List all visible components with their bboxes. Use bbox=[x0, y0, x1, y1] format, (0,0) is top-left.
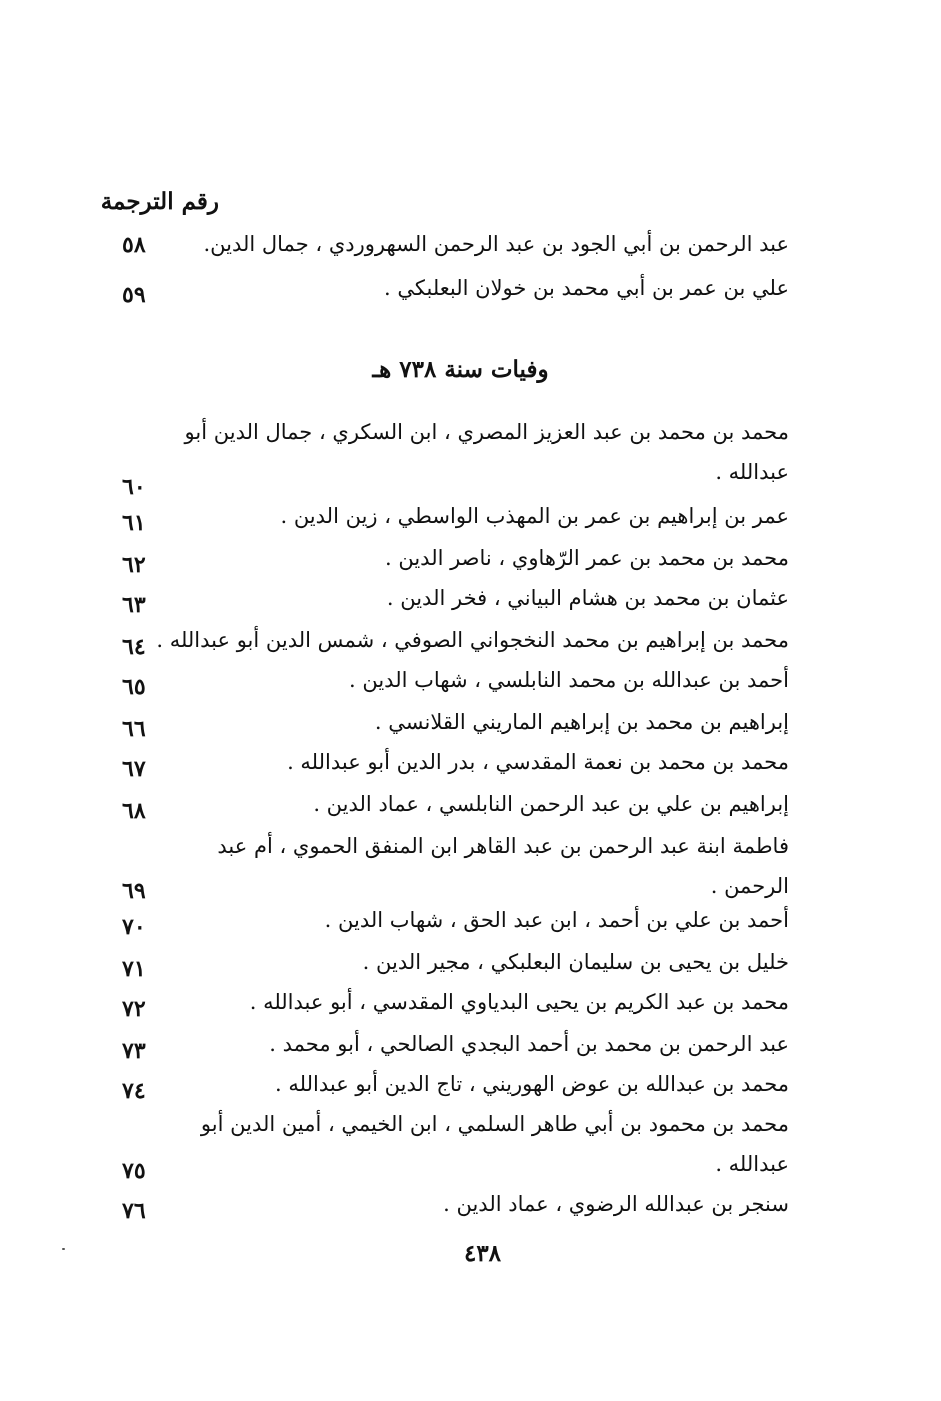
entry-text: عثمان بن محمد بن هشام البياني ، فخر الدين . bbox=[386, 586, 789, 610]
entry-text: أحمد بن عبدالله بن محمد النابلسي ، شهاب الدين . bbox=[348, 668, 789, 692]
entry-number: ٧٤ bbox=[122, 1078, 146, 1104]
entry-text: محمد بن محمد بن نعمة المقدسي ، بدر الدين أبو عبدالله . bbox=[287, 750, 789, 774]
entry-text: محمد بن عبدالله بن عوض الهوريني ، تاج الدين أبو عبدالله . bbox=[275, 1072, 789, 1096]
entry-text: علي بن عمر بن أبي محمد بن خولان البعلبكي . bbox=[384, 276, 789, 300]
scan-speck bbox=[62, 1248, 65, 1250]
entry-number: ٧١ bbox=[122, 956, 146, 982]
entry-text: محمد بن محمود بن أبي طاهر السلمي ، ابن الخيمي ، أمين الدين أبو عبدالله . bbox=[200, 1112, 789, 1176]
section-heading-text: وفيات سنة ٧٣٨ هـ bbox=[372, 356, 549, 383]
entry-number: ٦٥ bbox=[122, 674, 146, 700]
entry-text: إبراهيم بن محمد بن إبراهيم الماريني القلانسي . bbox=[374, 710, 789, 734]
column-header: رقم الترجمة bbox=[100, 188, 219, 215]
section-heading bbox=[0, 356, 941, 383]
entry-number: ٥٩ bbox=[122, 282, 146, 308]
entry-number: ٦٣ bbox=[122, 592, 146, 618]
entry-text: خليل بن يحيى بن سليمان البعلبكي ، مجير الدين . bbox=[362, 950, 789, 974]
entry-number: ٧٦ bbox=[122, 1198, 146, 1224]
entry-text: عمر بن إبراهيم بن عمر بن المهذب الواسطي ، زين الدين . bbox=[280, 504, 789, 528]
entry-text: محمد بن محمد بن عمر الرّهاوي ، ناصر الدين . bbox=[384, 546, 789, 570]
entry-text: إبراهيم بن علي بن عبد الرحمن النابلسي ، عماد الدين . bbox=[313, 792, 789, 816]
entry-number: ٦٧ bbox=[122, 756, 146, 782]
entry-text: محمد بن عبد الكريم بن يحيى البدياوي المقدسي ، أبو عبدالله . bbox=[249, 990, 789, 1014]
entry-number: ٦٩ bbox=[122, 878, 146, 904]
entry-number: ٧٢ bbox=[122, 996, 146, 1022]
entry-text: سنجر بن عبدالله الرضوي ، عماد الدين . bbox=[443, 1192, 789, 1216]
entry-number: ٦٠ bbox=[122, 474, 146, 500]
entry-number: ٦٦ bbox=[122, 716, 146, 742]
page-number-text: ٤٣٨ bbox=[463, 1240, 502, 1267]
entry-number: ٧٠ bbox=[122, 914, 146, 940]
entry-number: ٦٢ bbox=[122, 552, 146, 578]
page-number bbox=[0, 1240, 941, 1267]
entry-text: محمد بن محمد بن عبد العزيز المصري ، ابن السكري ، جمال الدين أبو عبدالله . bbox=[184, 420, 789, 484]
entry-text: أحمد بن علي بن أحمد ، ابن عبد الحق ، شهاب الدين . bbox=[324, 908, 789, 932]
entry-number: ٧٥ bbox=[122, 1158, 146, 1184]
entry-number: ٦٨ bbox=[122, 798, 146, 824]
entry-number: ٦١ bbox=[122, 510, 146, 536]
entry-text: عبد الرحمن بن محمد بن أحمد البجدي الصالحي ، أبو محمد . bbox=[269, 1032, 789, 1056]
entry-number: ٥٨ bbox=[122, 232, 146, 258]
entry-text: عبد الرحمن بن أبي الجود بن عبد الرحمن السهروردي ، جمال الدين. bbox=[203, 232, 789, 256]
entry-number: ٧٣ bbox=[122, 1038, 146, 1064]
entry-text: محمد بن إبراهيم بن محمد النخجواني الصوفي ، شمس الدين أبو عبدالله . bbox=[156, 628, 789, 652]
entry-text: فاطمة ابنة عبد الرحمن بن عبد القاهر ابن المنفق الحموي ، أم عبد الرحمن . bbox=[217, 834, 789, 898]
entry-number: ٦٤ bbox=[122, 634, 146, 660]
